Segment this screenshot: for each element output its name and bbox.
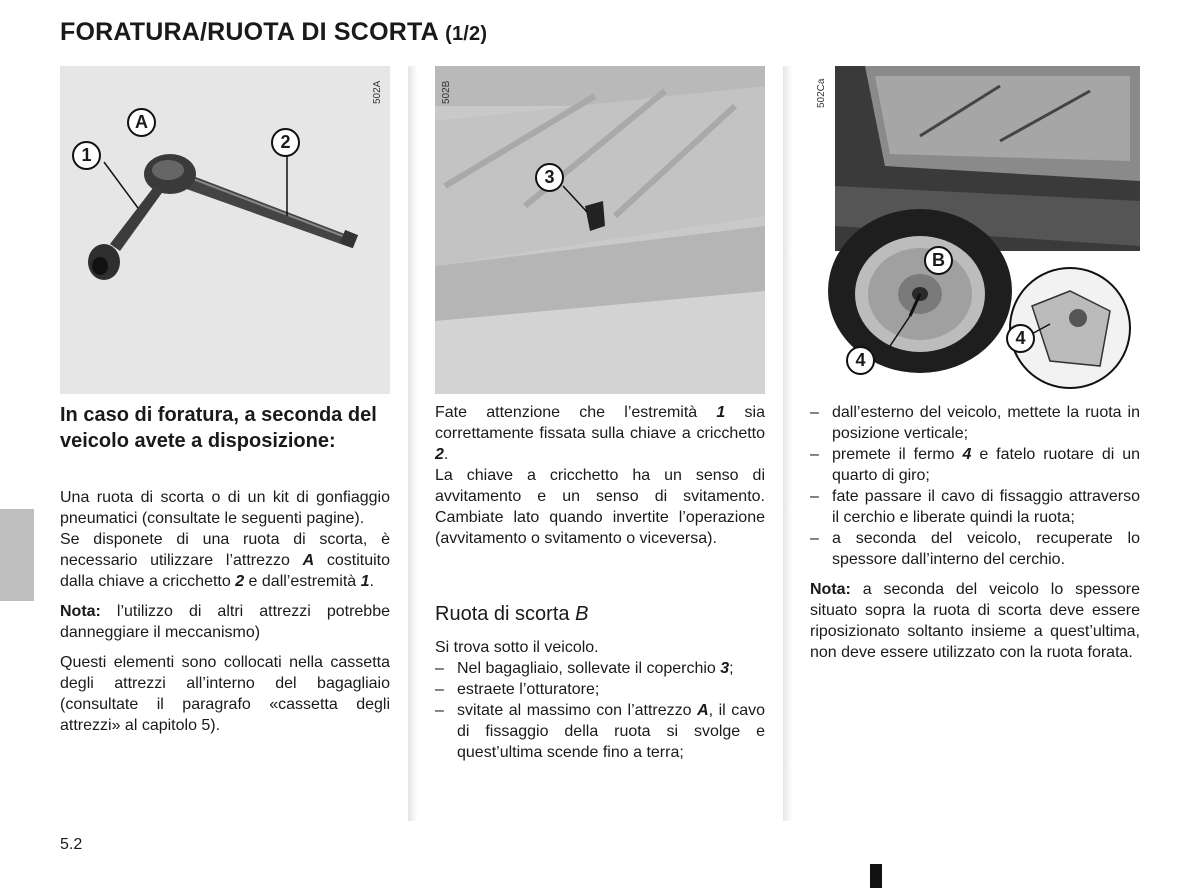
paragraph: Fate attenzione che l’estremità 1 sia correttamente fissata sulla chiave a cricchetto 2. [435, 404, 765, 463]
paragraph: Se disponete di una ruota di scorta, è necessario utilizzare l’attrezzo A costituito dalla chiave a cricchetto 2 e dall’estremità 1. [60, 531, 390, 590]
column-1-body [60, 487, 390, 736]
note: Nota: a seconda del veicolo lo spessore situato sopra la ruota di scorta deve essere riposizionato soltanto insieme a quest’ultima, non deve essere utilizzato con la ruota forata. [810, 581, 1140, 661]
callout-4: 4 [1006, 324, 1035, 353]
print-mark [870, 864, 882, 888]
paragraph: Questi elementi sono collocati nella cassetta degli attrezzi all’interno del bagagliaio (consultate il paragrafo «cassetta degli attrezzi» al capitolo 5). [60, 654, 390, 734]
list-item: – a seconda del veicolo, recuperate lo spessore dall’interno del cerchio. [810, 530, 1140, 568]
column-separator [408, 66, 418, 821]
column-2-list-block [435, 637, 765, 763]
page-title: FORATURA/RUOTA DI SCORTA (1/2) [60, 18, 488, 46]
list-item: – premete il fermo 4 e fatelo ruotare di un quarto di giro; [810, 446, 1140, 484]
figure-code: 502A [372, 80, 383, 104]
callout-4: 4 [846, 346, 875, 375]
page-title-part: (1/2) [445, 23, 488, 45]
section-heading: In caso di foratura, a seconda del veicolo avete a disposizione: [60, 404, 377, 452]
section-heading: Ruota di scorta B [435, 603, 589, 625]
list-item: – Nel bagagliaio, sollevate il coperchio 3; [435, 660, 734, 677]
chapter-tab [0, 509, 34, 601]
column-3-body [810, 402, 1140, 663]
list-item: – fate passare il cavo di fissaggio attraverso il cerchio e liberate quindi la ruota; [810, 488, 1140, 526]
figure-code: 502B [441, 80, 452, 104]
paragraph: La chiave a cricchetto ha un senso di avvitamento e un senso di svitamento. Cambiate lato quando invertite l’operazione (avvitamento o svitamento o viceversa). [435, 467, 765, 547]
list-item: – estraete l’otturatore; [435, 681, 600, 698]
callout-A: A [127, 108, 156, 137]
figure-code: 502Ca [816, 78, 827, 108]
callout-1: 1 [72, 141, 101, 170]
paragraph: Si trova sotto il veicolo. [435, 639, 599, 656]
figure-tool-ratchet [60, 66, 390, 394]
figure-trunk-floor [435, 66, 765, 394]
steps-list [810, 402, 1140, 570]
callout-3: 3 [535, 163, 564, 192]
list-item: – svitate al massimo con l’attrezzo A, il cavo di fissaggio della ruota si svolge e quest’ultima scende fino a terra; [435, 702, 765, 761]
callout-2: 2 [271, 128, 300, 157]
callout-B: B [924, 246, 953, 275]
page-number: 5.2 [60, 836, 83, 853]
figure-spare-wheel [810, 66, 1140, 394]
column-2-body [435, 402, 765, 549]
column-separator [783, 66, 793, 821]
list-item: – dall’esterno del veicolo, mettete la ruota in posizione verticale; [810, 404, 1140, 442]
steps-list [435, 658, 765, 763]
note: Nota: l’utilizzo di altri attrezzi potrebbe danneggiare il meccanismo) [60, 603, 390, 641]
paragraph: Una ruota di scorta o di un kit di gonfiaggio pneumatici (consultate le seguenti pagine). [60, 489, 390, 527]
